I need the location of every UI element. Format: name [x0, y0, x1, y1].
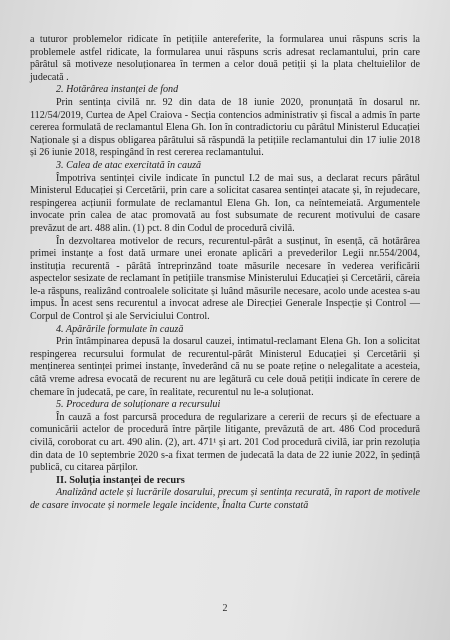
chapter-heading-solutie: II. Soluția instanței de recurs	[56, 474, 185, 486]
intro-paragraph: a tuturor problemelor ridicate în petițiile antereferite, la formularea unui răspuns scris la problemele astfel ridicate, la formularea unui răspuns scris adresat reclamantului, prin care pârâtul să motiveze nesoluționarea în termen a celor două petiții și la plata cheltuielilor de judecată .	[30, 34, 420, 83]
paragraph-cale-atac-1: Împotriva sentinței civile indicate în punctul I.2 de mai sus, a declarat recurs pârâtul Ministerul Educației și Cercetării, prin care a solicitat casarea sentinței atacate și, în rejudecare, respingerea acțiunii formulate de reclamantul Elena Gh. Ion, ca neîntemeiată. Argumentele invocate prin calea de atac promovată au fost subsumate de recurent motivului de casare prevăzut de art. 488 alin. (1) pct. 8 din Codul de procedură civilă.	[30, 172, 420, 234]
paragraph-analiza: Analizând actele și lucrările dosarului, precum și sentința recurată, în raport de motivele de casare invocate și normele legale incidente, Înalta Curte constată	[30, 487, 420, 511]
paragraph-fond: Prin sentința civilă nr. 92 din data de 18 iunie 2020, pronunțată în dosarul nr. 112/54/2019, Curtea de Apel Craiova - Secția contencios administrativ și fiscal a admis în parte cererea formulată de reclamantul Elena Gh. Ion în contradictoriu cu pârâtul Ministerul Educației Naționale și a dispus obligarea pârâtului să răspundă la petițiile reclamantului din 17 iulie 2018 și 26 iunie 2018, respingând în rest cererea reclamantului.	[30, 96, 420, 159]
paragraph-aparari: Prin întâmpinarea depusă la dosarul cauzei, intimatul-reclamant Elena Gh. Ion a solicitat respingerea recursului formulat de recurentul-pârât Ministerul Educației și Cercetării și menținerea sentinței primei instanțe, învederând că nu se poate reține o nelegalitate a acesteia, câtă vreme adresa evocată de recurent nu are legătură cu cele două petiții indicate în cerere de chemare în judecată, pe care, în realitate, recurentul nu le-a soluționat.	[30, 336, 420, 398]
paragraph-procedura: În cauză a fost parcursă procedura de regularizare a cererii de recurs și de efectuare a comunicării actelor de procedură între părțile litigante, prevăzută de art. 486 Cod procedură civilă, coroborat cu art. 490 alin. (2), art. 471¹ și art. 201 Cod procedură civilă, iar prin rezoluția din data de 10 septembrie 2020 s-a fixat termen de judecată la data de 22 iunie 2022, în ședință publică, cu citarea părților.	[30, 411, 420, 474]
page-number: 2	[222, 603, 228, 614]
section-heading-procedura: 5. Procedura de soluționare a recursului	[56, 399, 221, 411]
section-heading-fond: 2. Hotărârea instanței de fond	[56, 84, 179, 96]
section-heading-aparari: 4. Apărările formulate în cauză	[56, 323, 184, 335]
paragraph-cale-atac-2: În dezvoltarea motivelor de recurs, recurentul-pârât a susținut, în esență, că hotărârea primei instanțe a fost dată urmare unei eronate aplicări a prevederilor Legii nr.554/2004, instituția recurentă - pârâtă întreprinzând toate măsurile necesare în vederea verificării aspectelor sesizate de reclamant în petițiile transmise Ministerului Educației și Cercetării, căreia le-a răspuns, realizând controalele solicitate și luând măsurile necesare, acolo unde acestea s-au impus. În acest sens recurentul a invocat adrese ale Direcției Generale Inspecție și Control — Corpul de Control și ale Serviciului Control.	[30, 235, 420, 323]
document-body	[30, 34, 420, 513]
section-heading-cale-atac: 3. Calea de atac exercitată în cauză	[56, 159, 202, 171]
